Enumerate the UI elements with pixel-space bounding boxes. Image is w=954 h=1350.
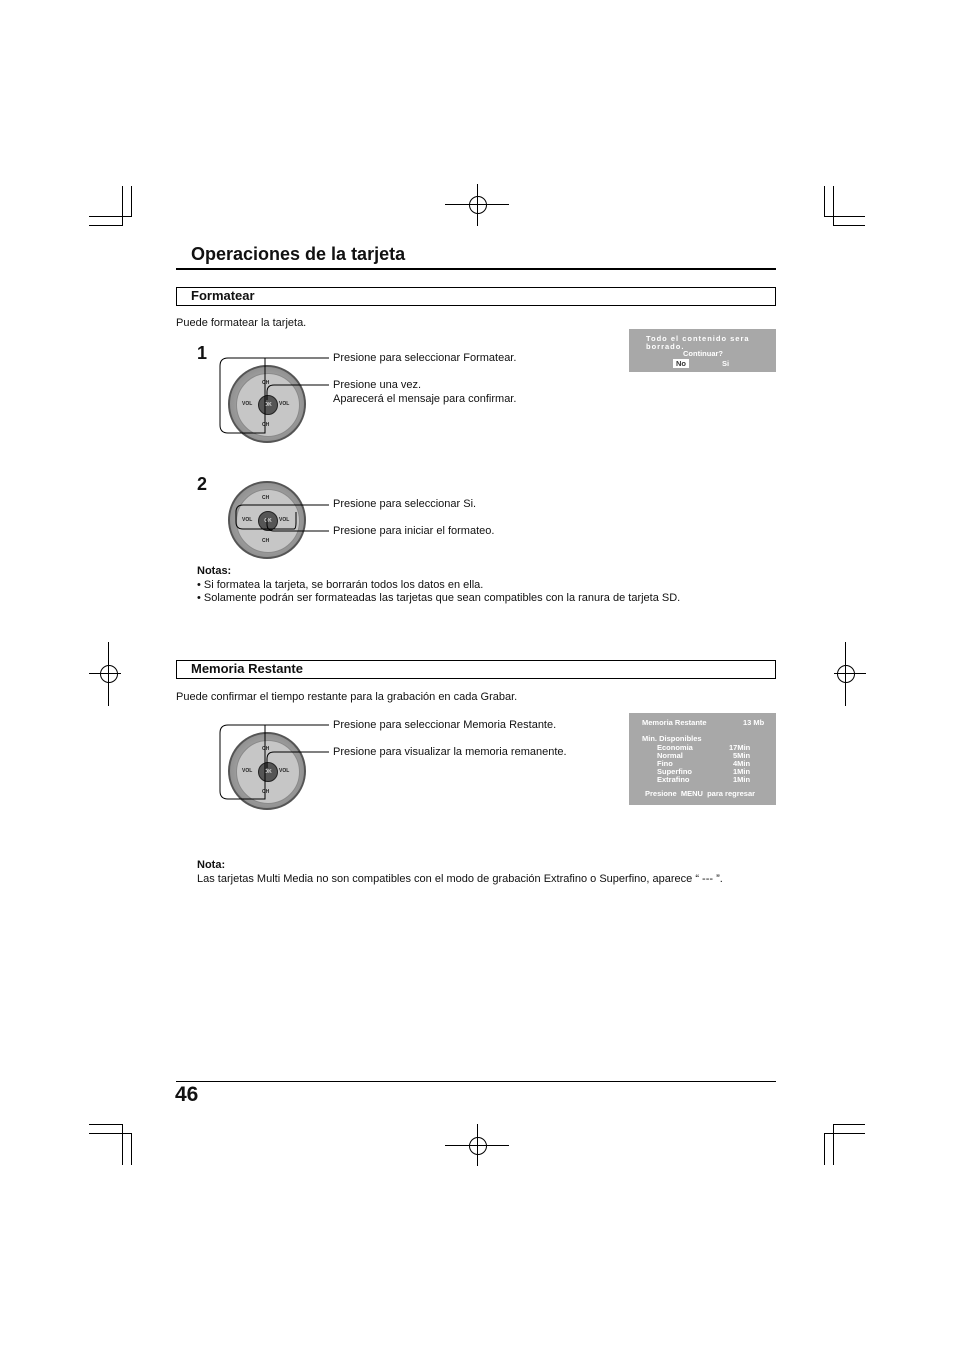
- ch-down-label: CH: [262, 422, 270, 428]
- vol-left-label: VOL: [242, 768, 253, 774]
- crop-mark: [89, 1133, 131, 1134]
- crop-mark: [833, 225, 865, 226]
- crop-mark: [89, 225, 122, 226]
- registration-mark: [837, 665, 855, 683]
- osd-row-label: Superfino: [657, 767, 692, 776]
- step-number: 2: [197, 474, 208, 494]
- registration-mark: [100, 665, 118, 683]
- registration-mark: [477, 1124, 478, 1166]
- vol-right-label: VOL: [279, 517, 290, 523]
- ok-button-icon: OK: [258, 762, 278, 782]
- osd-memory-footer: Presione MENU para regresar: [645, 789, 756, 798]
- registration-mark: [469, 196, 487, 214]
- osd-row-label: Fino: [657, 759, 673, 768]
- ok-button-icon: OK: [258, 395, 278, 415]
- osd-row-value: 17Min: [729, 743, 751, 752]
- page-number: 46: [175, 1083, 199, 1106]
- footer-divider: [176, 1081, 776, 1082]
- osd-row-value: 4Min: [733, 759, 751, 768]
- registration-mark: [477, 184, 478, 226]
- osd-option-si: Si: [722, 359, 730, 368]
- osd-row-value: 1Min: [733, 767, 751, 776]
- note-item: • Si formatea la tarjeta, se borrarán todos los datos en ella.: [197, 579, 484, 591]
- osd-memory-total: 13 Mb: [743, 718, 765, 727]
- ch-up-label: CH: [262, 380, 270, 386]
- note-title: Nota:: [197, 859, 226, 871]
- step2-callout-start: Presione para iniciar el formateo.: [333, 525, 495, 537]
- crop-mark: [122, 186, 123, 226]
- memory-callout-select: Presione para seleccionar Memoria Restante.: [333, 719, 557, 731]
- crop-mark: [824, 186, 825, 217]
- crop-mark: [131, 186, 132, 217]
- title-divider: [176, 268, 776, 270]
- step1-callout-select: Presione para seleccionar Formatear.: [333, 352, 517, 364]
- osd-row-value: 1Min: [733, 775, 751, 784]
- osd-option-no: No: [673, 359, 689, 368]
- crop-mark: [122, 1124, 123, 1165]
- vol-right-label: VOL: [279, 401, 290, 407]
- ok-button-icon: OK: [258, 511, 278, 531]
- remote-control-dpad-icon: [228, 732, 306, 810]
- vol-left-label: VOL: [242, 517, 253, 523]
- osd-message-line1: Todo el contenido sera: [646, 334, 750, 343]
- ch-up-label: CH: [262, 746, 270, 752]
- format-intro: Puede formatear la tarjeta.: [176, 317, 307, 329]
- osd-row-value: 5Min: [733, 751, 751, 760]
- remote-control-dpad-icon: [228, 481, 306, 559]
- section-heading-label: Formatear: [191, 288, 255, 303]
- section-heading-memoria: [176, 660, 776, 679]
- memory-callout-view: Presione para visualizar la memoria remanente.: [333, 746, 567, 758]
- osd-row-label: Extrafino: [657, 775, 690, 784]
- osd-message-line2: borrado.: [646, 342, 685, 351]
- osd-memory-remaining: [629, 713, 776, 805]
- crop-mark: [89, 216, 131, 217]
- crop-mark: [833, 1124, 834, 1165]
- page-title: Operaciones de la tarjeta: [191, 244, 406, 264]
- crop-mark: [833, 1124, 865, 1125]
- registration-mark: [845, 642, 846, 706]
- vol-right-label: VOL: [279, 768, 290, 774]
- osd-row-label: Economia: [657, 743, 693, 752]
- osd-memory-subtitle: Min. Disponibles: [642, 734, 702, 743]
- registration-mark: [89, 673, 121, 674]
- crop-mark: [824, 1133, 865, 1134]
- section-heading-label: Memoria Restante: [191, 661, 303, 676]
- osd-row-label: Normal: [657, 751, 683, 760]
- crop-mark: [131, 1133, 132, 1165]
- note-text: Las tarjetas Multi Media no son compatibles con el modo de grabación Extrafino o Superfino, aparece “ --- ”.: [197, 873, 723, 885]
- ch-down-label: CH: [262, 789, 270, 795]
- osd-memory-title: Memoria Restante: [642, 718, 707, 727]
- step-number: 1: [197, 343, 208, 363]
- notes-title: Notas:: [197, 565, 232, 577]
- step2-callout-select: Presione para seleccionar Si.: [333, 498, 477, 510]
- crop-mark: [824, 1133, 825, 1165]
- step1-callout-press-once: Presione una vez.: [333, 379, 422, 391]
- note-item: • Solamente podrán ser formateadas las tarjetas que sean compatibles con la ranura de tarjeta SD.: [197, 592, 681, 604]
- crop-mark: [824, 216, 865, 217]
- crop-mark: [833, 186, 834, 226]
- registration-mark: [469, 1137, 487, 1155]
- memory-intro: Puede confirmar el tiempo restante para la grabación en cada Grabar.: [176, 691, 518, 703]
- step1-callout-confirm: Aparecerá el mensaje para confirmar.: [333, 393, 517, 405]
- registration-mark: [834, 673, 866, 674]
- ch-up-label: CH: [262, 495, 270, 501]
- ch-down-label: CH: [262, 538, 270, 544]
- vol-left-label: VOL: [242, 401, 253, 407]
- remote-control-dpad-icon: [228, 365, 306, 443]
- crop-mark: [89, 1124, 122, 1125]
- section-heading-formatear: [176, 287, 776, 306]
- osd-format-confirm: [629, 329, 776, 372]
- registration-mark: [108, 642, 109, 706]
- osd-question: Continuar?: [683, 349, 723, 358]
